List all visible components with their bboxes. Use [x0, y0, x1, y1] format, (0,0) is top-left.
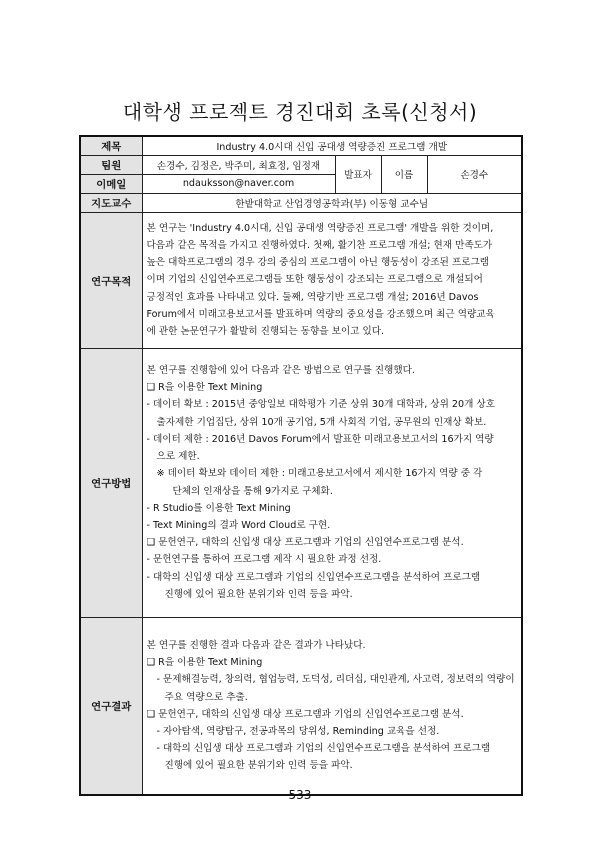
email-value: ndauksson@naver.com	[142, 174, 335, 193]
result-line: - 문제해결능력, 창의력, 협업능력, 도덕성, 리더십, 대인관계, 사고력, 정보력의 역량이	[156, 674, 515, 686]
purpose-line: 에 관한 논문연구가 활발히 진행되는 동향을 보이고 있다.	[146, 326, 385, 337]
purpose-body	[142, 212, 522, 348]
subject-value: Industry 4.0시대 신입 공대생 역량증진 프로그램 개발	[142, 136, 522, 155]
method-line: - 대학의 신입생 대상 프로그램과 기업의 신입연수프로그램을 분석하여 프로그램	[146, 571, 481, 583]
result-line: - 대학의 신입생 대상 프로그램과 기업의 신입연수프로그램을 분석하여 프로그램	[156, 743, 491, 755]
method-line: 진행에 있어 필요한 분위기와 인력 등을 파악.	[164, 588, 353, 600]
purpose-line: 본 연구는 'Industry 4.0시대, 신입 공대생 역량증진 프로그램' 개발을 위한 것이며,	[146, 222, 494, 234]
method-line: - Text Mining의 결과 Word Cloud로 구현.	[146, 519, 331, 531]
advisor-value: 한밭대학교 산업경영공학과(부) 이동형 교수님	[142, 193, 522, 212]
method-line: - R Studio를 이용한 Text Mining	[146, 502, 291, 514]
method-line: ❑ 문헌연구, 대학의 신입생 대상 프로그램과 기업의 신입연수프로그램 분석.	[146, 537, 464, 549]
result-line: - 자아탐색, 역량탐구, 전공과목의 당위성, Reminding 교육을 선정.	[156, 725, 440, 737]
result-text	[147, 637, 518, 775]
result-line: 주요 역량으로 추출.	[164, 691, 248, 703]
method-line: 단체의 인재상을 통해 9가지로 구체화.	[172, 485, 333, 497]
method-line: 으로 제한.	[156, 451, 200, 463]
result-body	[142, 617, 522, 795]
method-text	[147, 362, 518, 603]
method-body	[142, 348, 522, 617]
name-label: 이름	[381, 155, 427, 193]
method-line: - 문헌연구를 통하여 프로그램 제작 시 필요한 과정 선정.	[146, 554, 382, 566]
method-line: ❑ R을 이용한 Text Mining	[146, 382, 263, 394]
purpose-line: 이며 기업의 신입연수프로그램들 또한 행동성이 강조되는 프로그램으로 개설되어	[146, 274, 483, 286]
presenter-label: 발표자	[335, 155, 381, 193]
purpose-line: 높은 대학프로그램의 경우 강의 중심의 프로그램이 아닌 행동성이 강조된 프로그램	[146, 257, 490, 269]
result-line: ❑ 문헌연구, 대학의 신입생 대상 프로그램과 기업의 신입연수프로그램 분석.	[146, 708, 464, 720]
method-line: 출자제한 기업집단, 상위 10개 공기업, 5개 사회적 기업, 공무원의 인재상 확보.	[156, 416, 487, 428]
purpose-text	[147, 220, 518, 340]
page-number: – 533 –	[278, 788, 322, 802]
application-form-table	[79, 135, 523, 796]
method-line: 본 연구를 진행함에 있어 다음과 같은 방법으로 연구를 진행했다.	[146, 365, 415, 377]
purpose-line: 다음과 같은 목적을 가지고 진행하였다. 첫째, 활기찬 프로그램 개설; 현재 만족도가	[146, 239, 493, 251]
purpose-line: Forum에서 미래고용보고서를 발표하며 역량의 중요성을 강조했으며 최근 역량교육	[146, 308, 495, 320]
page-title: 대학생 프로젝트 경진대회 초록(신청서)	[122, 100, 478, 124]
result-line: 본 연구를 진행한 결과 다음과 같은 결과가 나타났다.	[146, 639, 366, 651]
email-label: 이메일	[80, 174, 142, 193]
team-value: 손경수, 김정은, 박주미, 최효정, 임정재	[142, 155, 335, 174]
method-line: ※ 데이터 확보와 데이터 제한 : 미래고용보고서에서 제시한 16가지 역량 중 각	[156, 468, 483, 480]
subject-label: 제목	[80, 136, 142, 155]
purpose-line: 긍정적인 효과를 나타내고 있다. 둘째, 역량기반 프로그램 개설; 2016년 Davos	[146, 291, 479, 303]
team-label: 팀원	[80, 155, 142, 174]
method-line: - 데이터 확보 : 2015년 중앙일보 대학평가 기준 상위 30개 대학과, 상위 20개 상호	[146, 399, 495, 411]
result-line: ❑ R을 이용한 Text Mining	[146, 657, 263, 669]
result-label: 연구결과	[80, 617, 142, 795]
result-line: 진행에 있어 필요한 분위기와 인력 등을 파악.	[164, 760, 353, 772]
presenter-name: 손경수	[427, 155, 522, 193]
method-label: 연구방법	[80, 348, 142, 617]
advisor-label: 지도교수	[80, 193, 142, 212]
method-line: - 데이터 제한 : 2016년 Davos Forum에서 발표한 미래고용보고서의 16가지 역량	[146, 433, 494, 445]
purpose-label: 연구목적	[80, 212, 142, 348]
